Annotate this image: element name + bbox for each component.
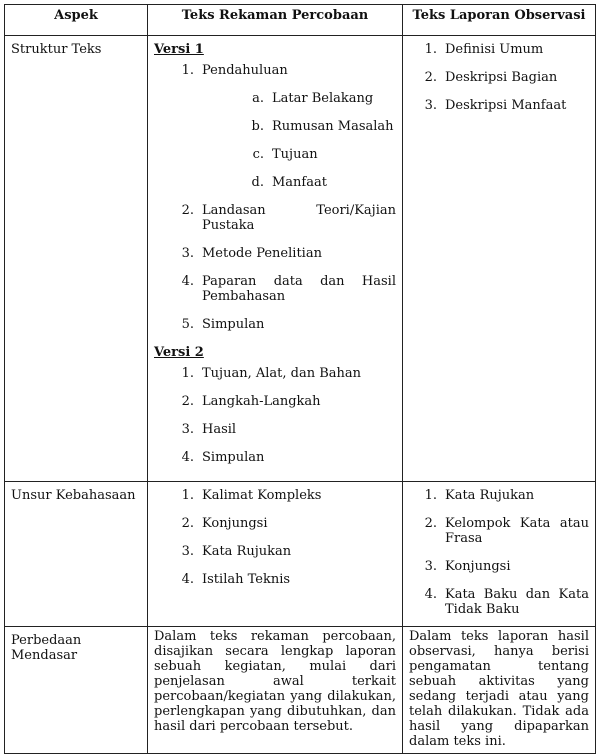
- versi2-list: [154, 366, 396, 465]
- unsur-rekaman-list: [154, 488, 396, 587]
- row-perbedaan: [5, 627, 596, 754]
- list-item: 4. Simpulan: [181, 450, 265, 465]
- list-item: 3. Konjungsi: [424, 559, 511, 574]
- list-item: a. Latar Belakang: [252, 91, 374, 106]
- list-item: 3. Metode Penelitian: [181, 246, 322, 261]
- list-item: 1. Kata Rujukan: [424, 488, 535, 503]
- versi1-title: Versi 1: [154, 42, 204, 57]
- versi1-list: [154, 63, 396, 332]
- header-row: [5, 5, 596, 36]
- list-item: 1. Definisi Umum: [424, 42, 544, 57]
- unsur-laporan-list: [409, 488, 589, 617]
- list-item: b. Rumusan Masalah: [251, 119, 394, 134]
- list-item: 3. Kata Rujukan: [181, 544, 292, 559]
- list-item: 1. Tujuan, Alat, dan Bahan: [181, 366, 361, 381]
- unsur-laporan-cell: [403, 482, 596, 627]
- versi2-title: Versi 2: [154, 345, 204, 360]
- aspect-label: Unsur Kebahasaan: [5, 482, 148, 627]
- list-item: 4. Paparan data dan Hasil Pembahasan: [181, 274, 396, 304]
- struktur-laporan-cell: [403, 36, 596, 482]
- header-aspek: Aspek: [5, 5, 148, 36]
- list-item: 3. Deskripsi Manfaat: [424, 98, 567, 113]
- header-rekaman: Teks Rekaman Percobaan: [148, 5, 403, 36]
- list-item: 2. Langkah-Langkah: [181, 394, 321, 409]
- aspect-label: Struktur Teks: [5, 36, 148, 482]
- list-item: c. Tujuan: [252, 147, 318, 162]
- header-laporan: Teks Laporan Observasi: [403, 5, 596, 36]
- list-item: 2. Landasan Teori/Kajian Pustaka: [181, 203, 396, 233]
- list-item: 2. Kelompok Kata atau Frasa: [424, 516, 589, 546]
- list-item: 1. Pendahuluan a. Latar Belakang b. Rumusan Masalah c. Tujuan d. Manfaat: [154, 63, 396, 190]
- unsur-rekaman-cell: [148, 482, 403, 627]
- pendahuluan-sublist: [202, 91, 396, 190]
- row-struktur: [5, 36, 596, 482]
- struktur-rekaman-cell: [148, 36, 403, 482]
- list-item: 1. Kalimat Kompleks: [181, 488, 322, 503]
- perbedaan-laporan-text: Dalam teks laporan hasil observasi, hanya berisi pengamatan tentang sebuah aktivitas yang sedang terjadi atau yang telah dilakukan. Tidak ada hasil yang dipaparkan dalam teks ini.: [403, 627, 596, 754]
- laporan-struktur-list: [409, 42, 589, 113]
- list-item: 2. Konjungsi: [181, 516, 268, 531]
- list-item: 5. Simpulan: [181, 317, 265, 332]
- list-item: 2. Deskripsi Bagian: [424, 70, 558, 85]
- list-item: d. Manfaat: [251, 175, 327, 190]
- perbedaan-rekaman-text: Dalam teks rekaman percobaan, disajikan secara lengkap laporan sebuah kegiatan, mulai dari penjelasan awal terkait percobaan/kegiatan yang dilakukan, perlengkapan yang dibutuhkan, dan hasil dari percobaan tersebut.: [148, 627, 403, 754]
- list-item: 3. Hasil: [181, 422, 237, 437]
- row-unsur: [5, 482, 596, 627]
- list-item: 4. Istilah Teknis: [181, 572, 291, 587]
- aspect-label: Perbedaan Mendasar: [5, 627, 148, 754]
- comparison-table: [4, 4, 596, 754]
- list-item: 4. Kata Baku dan Kata Tidak Baku: [424, 587, 589, 617]
